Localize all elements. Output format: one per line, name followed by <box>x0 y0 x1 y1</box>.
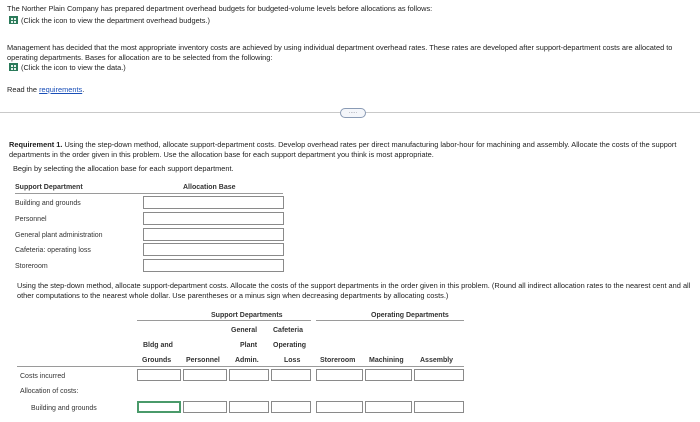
budgets-note[interactable] <box>9 16 210 26</box>
costs-incurred-general-plant-input[interactable] <box>229 369 269 381</box>
row-costs-incurred: Costs incurred <box>20 373 66 380</box>
col-storeroom: Storeroom <box>320 357 356 364</box>
step-down-instructions: Using the step-down method, allocate support-department costs. Allocate the costs of the support departments in the order given in this problem. (Round all indirect allocation rates to the nearest cent and all other computations to the nearest whole dollar. Use parentheses or a minus sign when decreasing departments by allocating costs.) <box>17 281 691 300</box>
bldg-alloc-general-plant-input[interactable] <box>229 401 269 413</box>
col-plant: Plant <box>240 342 258 349</box>
col-operating: Operating <box>273 342 307 349</box>
requirement-1-title: Requirement 1. <box>9 140 63 149</box>
row-label-storeroom: Storeroom <box>15 263 48 270</box>
col-general: General <box>231 327 258 334</box>
table-icon[interactable] <box>9 16 18 24</box>
support-departments-header: Support Departments <box>211 312 283 319</box>
operating-departments-header: Operating Departments <box>371 312 449 319</box>
begin-instruction: Begin by selecting the allocation base for each support department. <box>13 164 234 173</box>
data-note-text: (Click the icon to view the data.) <box>21 63 126 72</box>
row-label-general-plant-admin: General plant administration <box>15 232 103 239</box>
requirements-link[interactable]: requirements <box>39 85 83 94</box>
row-label-personnel: Personnel <box>15 216 47 223</box>
allocation-base-select-general-plant-admin[interactable] <box>143 228 284 241</box>
requirement-1 <box>9 140 693 159</box>
col-loss: Loss <box>284 357 301 364</box>
support-underline <box>137 320 311 321</box>
allocation-base-select-personnel[interactable] <box>143 212 284 225</box>
bldg-alloc-personnel-input[interactable] <box>183 401 227 413</box>
costs-incurred-assembly-input[interactable] <box>414 369 464 381</box>
read-requirements <box>7 85 84 95</box>
row-allocation-of-costs: Allocation of costs: <box>20 388 79 395</box>
costs-incurred-bldg-grounds-input[interactable] <box>137 369 181 381</box>
costs-incurred-machining-input[interactable] <box>365 369 412 381</box>
costs-incurred-cafeteria-input[interactable] <box>271 369 311 381</box>
bldg-alloc-assembly-input[interactable] <box>414 401 464 413</box>
intro-line: The Norther Plain Company has prepared department overhead budgets for budgeted-volume levels before allocations as follows: <box>7 4 433 13</box>
row-label-building-grounds: Building and grounds <box>15 200 81 207</box>
expand-divider-button[interactable]: ····· <box>340 108 366 118</box>
row-building-and-grounds: Building and grounds <box>31 405 97 412</box>
row-label-cafeteria: Cafeteria: operating loss <box>15 247 91 254</box>
col-machining: Machining <box>369 357 404 364</box>
read-prefix: Read the <box>7 85 40 94</box>
operating-underline <box>316 320 464 321</box>
allocation-base-select-building-grounds[interactable] <box>143 196 284 209</box>
management-paragraph: Management has decided that the most appropriate inventory costs are achieved by using individual department overhead rates. These rates are developed after support-department costs are allocated to operating departments. Bases for allocation are to be selected from the following: <box>7 43 673 62</box>
allocation-base-header: Allocation Base <box>183 184 236 191</box>
support-department-header: Support Department <box>15 184 83 191</box>
bldg-alloc-cafeteria-input[interactable] <box>271 401 311 413</box>
costs-incurred-personnel-input[interactable] <box>183 369 227 381</box>
bldg-alloc-machining-input[interactable] <box>365 401 412 413</box>
table-icon[interactable] <box>9 63 18 71</box>
col-cafeteria: Cafeteria <box>273 327 303 334</box>
bldg-alloc-bldg-grounds-input[interactable] <box>137 401 181 413</box>
read-suffix: . <box>82 85 85 94</box>
col-admin: Admin. <box>235 357 259 364</box>
data-note[interactable] <box>9 63 126 73</box>
col-personnel: Personnel <box>186 357 220 364</box>
bldg-alloc-storeroom-input[interactable] <box>316 401 363 413</box>
allocation-base-select-storeroom[interactable] <box>143 259 284 272</box>
header-underline <box>15 193 283 194</box>
allocation-base-select-cafeteria[interactable] <box>143 243 284 256</box>
budgets-note-text: (Click the icon to view the department overhead budgets.) <box>21 16 210 25</box>
requirement-1-text: Using the step-down method, allocate support-department costs. Develop overhead rates per direct manufacturing labor-hour for machining and assembly. Allocate the costs of the support departments in the order given in this problem. Use the allocation base for each support department you think is most appropriate. <box>9 140 677 159</box>
col-assembly: Assembly <box>420 357 454 364</box>
col-bldg-and: Bldg and <box>143 342 173 349</box>
col-grounds: Grounds <box>142 357 172 364</box>
costs-incurred-storeroom-input[interactable] <box>316 369 363 381</box>
grid-header-underline <box>17 366 464 367</box>
